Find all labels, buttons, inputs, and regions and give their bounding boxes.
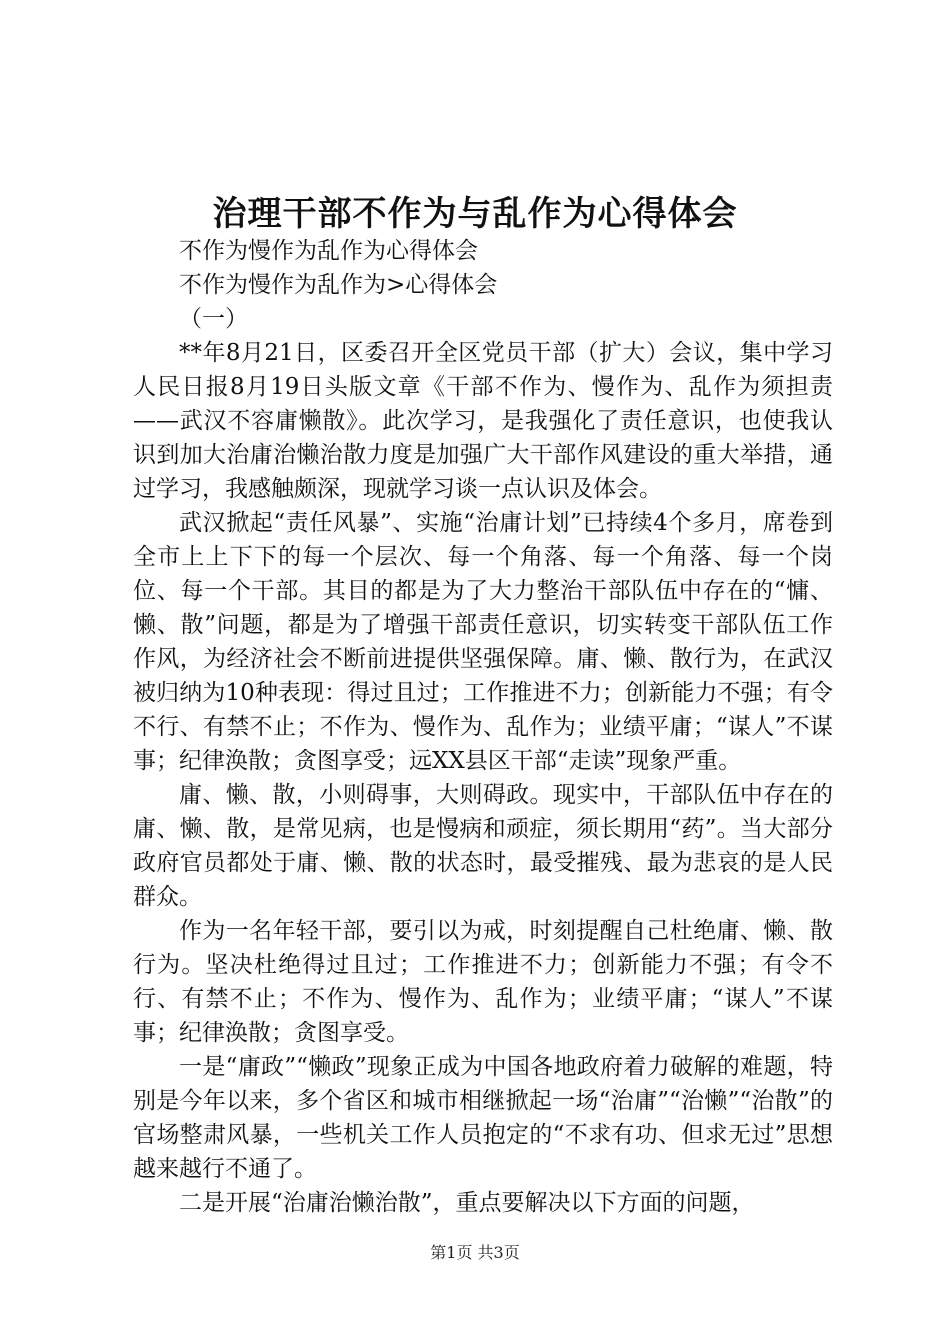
subtitle-line-1: 不作为慢作为乱作为心得体会 [179,238,478,264]
paragraph-4: 作为一名年轻干部，要引以为戒，时刻提醒自己杜绝庸、懒、散行为。坚决杜绝得过且过；工作推进不力；创新能力不强；有令不行、有禁不止；不作为、慢作为、乱作为；业绩平庸；“谋人”不谋事；纪律涣散；贪图享受。 [133,918,833,1046]
document-title: 治理干部不作为与乱作为心得体会 [212,194,738,234]
paragraph-2: 武汉掀起“责任风暴”、实施“治庸计划”已持续4个多月，席卷到全市上上下下的每一个层次、每一个角落、每一个角落、每一个岗位、每一个干部。其目的都是为了大力整治干部队伍中存在的“慵、懒、散”问题，都是为了增强干部责任意识，切实转变干部队伍工作作风，为经济社会不断前进提供坚强保障。庸、懒、散行为，在武汉被归纳为10种表现：得过且过；工作推进不力；创新能力不强；有令不行、有禁不止；不作为、慢作为、乱作为；业绩平庸；“谋人”不谋事；纪律涣散；贪图享受；远XX县区干部“走读”现象严重。 [133,510,833,774]
paragraph-6: 二是开展“治庸治懒治散”，重点要解决以下方面的问题， [179,1190,755,1216]
page-number-footer: 第1页 共3页 [430,1243,520,1262]
subtitle-line-2: 不作为慢作为乱作为>心得体会 [179,272,498,298]
paragraph-5: 一是“庸政”“懒政”现象正成为中国各地政府着力破解的难题，特别是今年以来，多个省区和城市相继掀起一场“治庸”“治懒”“治散”的官场整肃风暴，一些机关工作人员抱定的“不求有功、但求无过”思想越来越行不通了。 [133,1054,833,1182]
document-body [133,234,833,1220]
paragraph-1: **年8月21日，区委召开全区党员干部（扩大）会议，集中学习人民日报8月19日头版文章《干部不作为、慢作为、乱作为须担责——武汉不容庸懒散》。此次学习，是我强化了责任意识，也使我认识到加大治庸治懒治散力度是加强广大干部作风建设的重大举措，通过学习，我感触颇深，现就学习谈一点认识及体会。 [133,340,833,502]
section-marker: （一） [179,306,248,332]
paragraph-3: 庸、懒、散，小则碍事，大则碍政。现实中，干部队伍中存在的庸、懒、散，是常见病，也是慢病和顽症，须长期用“药”。当大部分政府官员都处于庸、懒、散的状态时，最受摧残、最为悲哀的是人民群众。 [133,782,833,910]
